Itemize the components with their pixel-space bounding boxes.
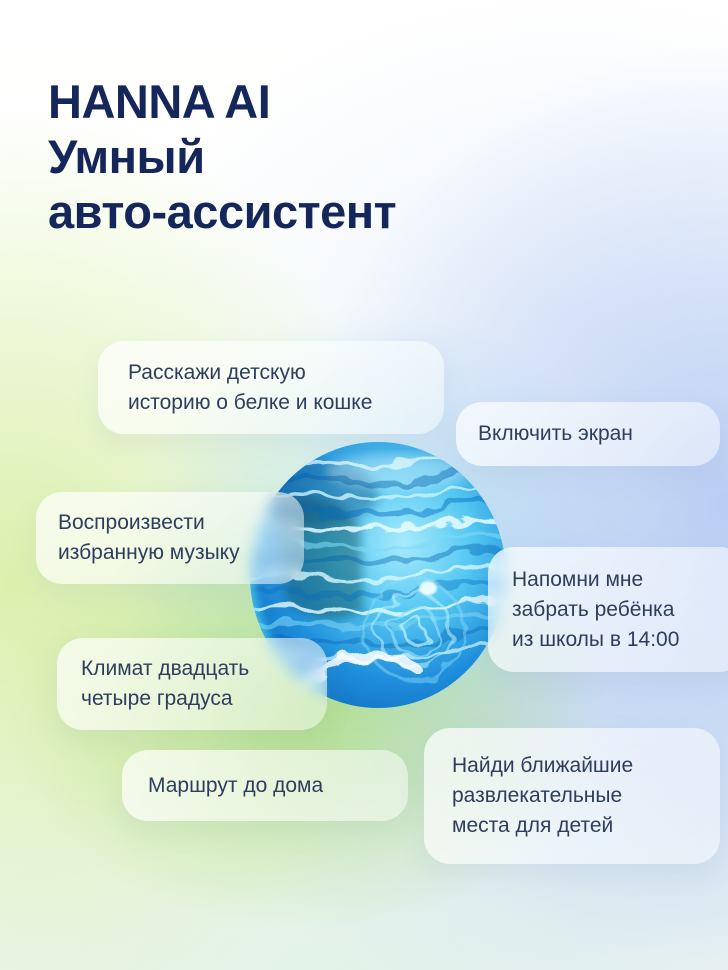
- brand-name: HANNA AI: [48, 75, 271, 128]
- subtitle-line-2: авто-ассистент: [48, 185, 397, 238]
- bubble-text-line: Воспроизвести: [58, 511, 205, 534]
- voice-command-bubble-remind-pick-up-child: [488, 547, 728, 672]
- voice-command-bubble-turn-on-screen: [456, 402, 720, 466]
- bubble-text-line: забрать ребёнка: [512, 597, 675, 621]
- bubble-text-line: Расскажи детскую: [128, 360, 306, 384]
- subtitle-line-1: Умный: [48, 130, 205, 183]
- bubble-text-line: развлекательные: [452, 784, 623, 807]
- bubble-text-line: избранную музыку: [58, 541, 240, 564]
- page-title: [48, 74, 396, 239]
- voice-command-bubble-tell-kids-story: [98, 341, 444, 434]
- bubble-text-line: Включить экран: [478, 422, 633, 445]
- voice-command-bubble-find-entertainment: [424, 728, 720, 864]
- bubble-text-line: четыре градуса: [81, 687, 233, 710]
- bubble-text-line: Найди ближайшие: [452, 754, 634, 777]
- voice-command-bubble-play-favorite-music: [36, 492, 304, 584]
- bubble-text-line: историю о белке и кошке: [128, 390, 373, 414]
- voice-command-bubble-route-home: [122, 750, 408, 821]
- bubble-text-line: Климат двадцать: [81, 657, 250, 680]
- bubble-text-line: места для детей: [452, 814, 614, 837]
- voice-command-bubble-climate-24-degrees: [57, 638, 327, 730]
- bubble-text-line: из школы в 14:00: [512, 627, 680, 651]
- bubble-text-line: Маршрут до дома: [148, 773, 324, 797]
- bubble-text-line: Напомни мне: [512, 567, 644, 591]
